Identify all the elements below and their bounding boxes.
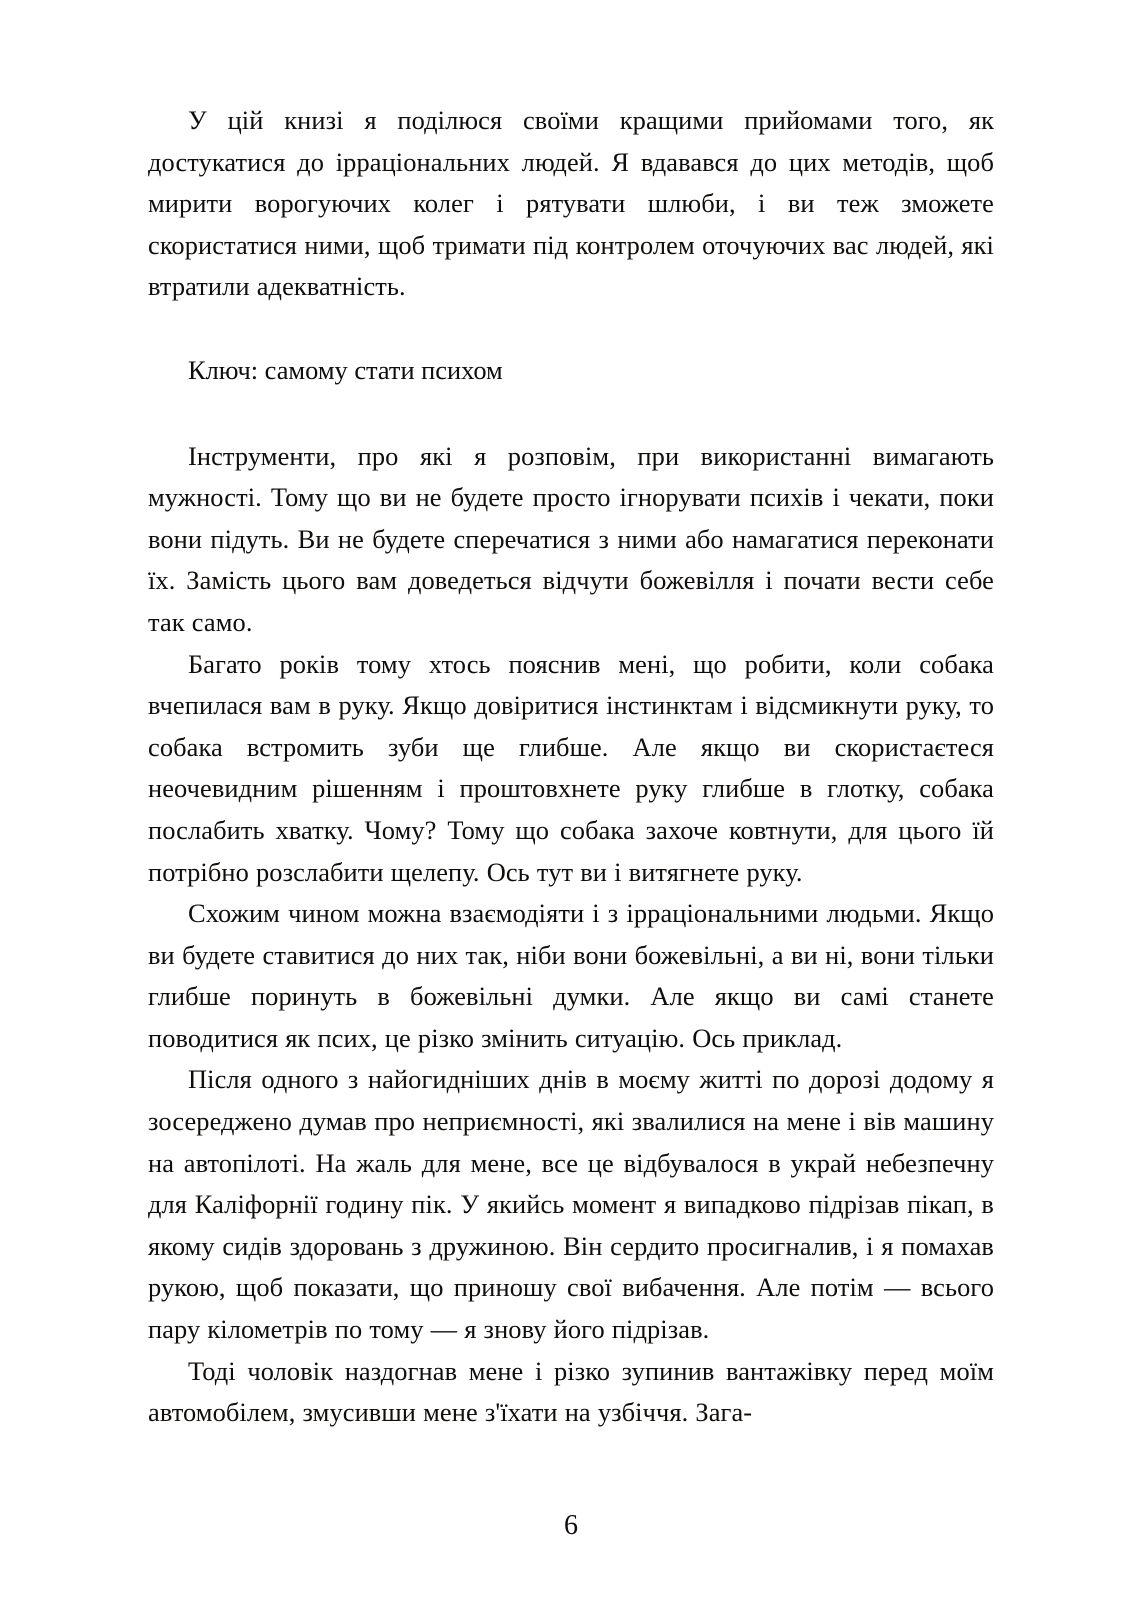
subheading-key: Ключ: самому стати психом — [188, 354, 503, 385]
spacer-after-intro — [148, 308, 994, 350]
paragraph-intro: У цій книзі я поділюся своїми кращими прийомами того, як достукатися до ірраціональних людей. Я вдавався до цих методів, щоб мирити ворогуючих колег і рятувати шлюби, і ви теж зможете скористатися ними, щоб тримати під контролем оточуючих вас людей, які втратили адекватність. — [148, 105, 994, 302]
page-number: 6 — [564, 1510, 578, 1541]
text-column — [148, 100, 994, 1434]
spacer-after-key — [148, 392, 994, 436]
paragraph-story-1: Після одного з найогидніших днів в моєму житті по дорозі додому я зосереджено думав про неприємності, які звалилися на мене і вів машину на автопілоті. На жаль для мене, все це відбувалося в украй небезпечну для Каліфорнії годину пік. У якийсь момент я випадково підрізав пікап, в якому сидів здоровань з дружиною. Він сердито просигналив, і я помахав рукою, щоб показати, що приношу свої вибачення. Але потім — всього пару кілометрів по тому — я знову його підрізав. — [148, 1064, 994, 1345]
paragraph-story-2: Тоді чоловік наздогнав мене і різко зупинив вантажівку перед моїм автомобілем, змусивши мене з'їхати на узбіччя. Зага- — [148, 1355, 994, 1428]
paragraph-similar: Схожим чином можна взаємодіяти і з ірраціональними людьми. Якщо ви будете ставитися до них так, ніби вони божевільні, а ви ні, вони тільки глибше поринуть в божевільні думки. Але якщо ви самі станете поводитися як псих, це різко змінить ситуацію. Ось приклад. — [148, 898, 994, 1053]
paragraph-tools: Інструменти, про які я розповім, при використанні вимагають мужності. Тому що ви не будете просто ігнорувати психів і чекати, поки вони підуть. Ви не будете сперечатися з ними або намагатися переконати їх. Замість цього вам доведеться відчути божевілля і почати вести себе так само. — [148, 440, 994, 637]
paragraph-dog: Багато років тому хтось пояснив мені, що робити, коли собака вчепилася вам в руку. Якщо довіритися інстинктам і відсмикнути руку, то собака встромить зуби ще глибше. Але якщо ви скористаєтеся неочевидним рішенням і проштовхнете руку глибше в глотку, собака послабить хватку. Чому? Тому що собака захоче ковтнути, для цього їй потрібно розслабити щелепу. Ось тут ви і витягнете руку. — [148, 648, 994, 887]
